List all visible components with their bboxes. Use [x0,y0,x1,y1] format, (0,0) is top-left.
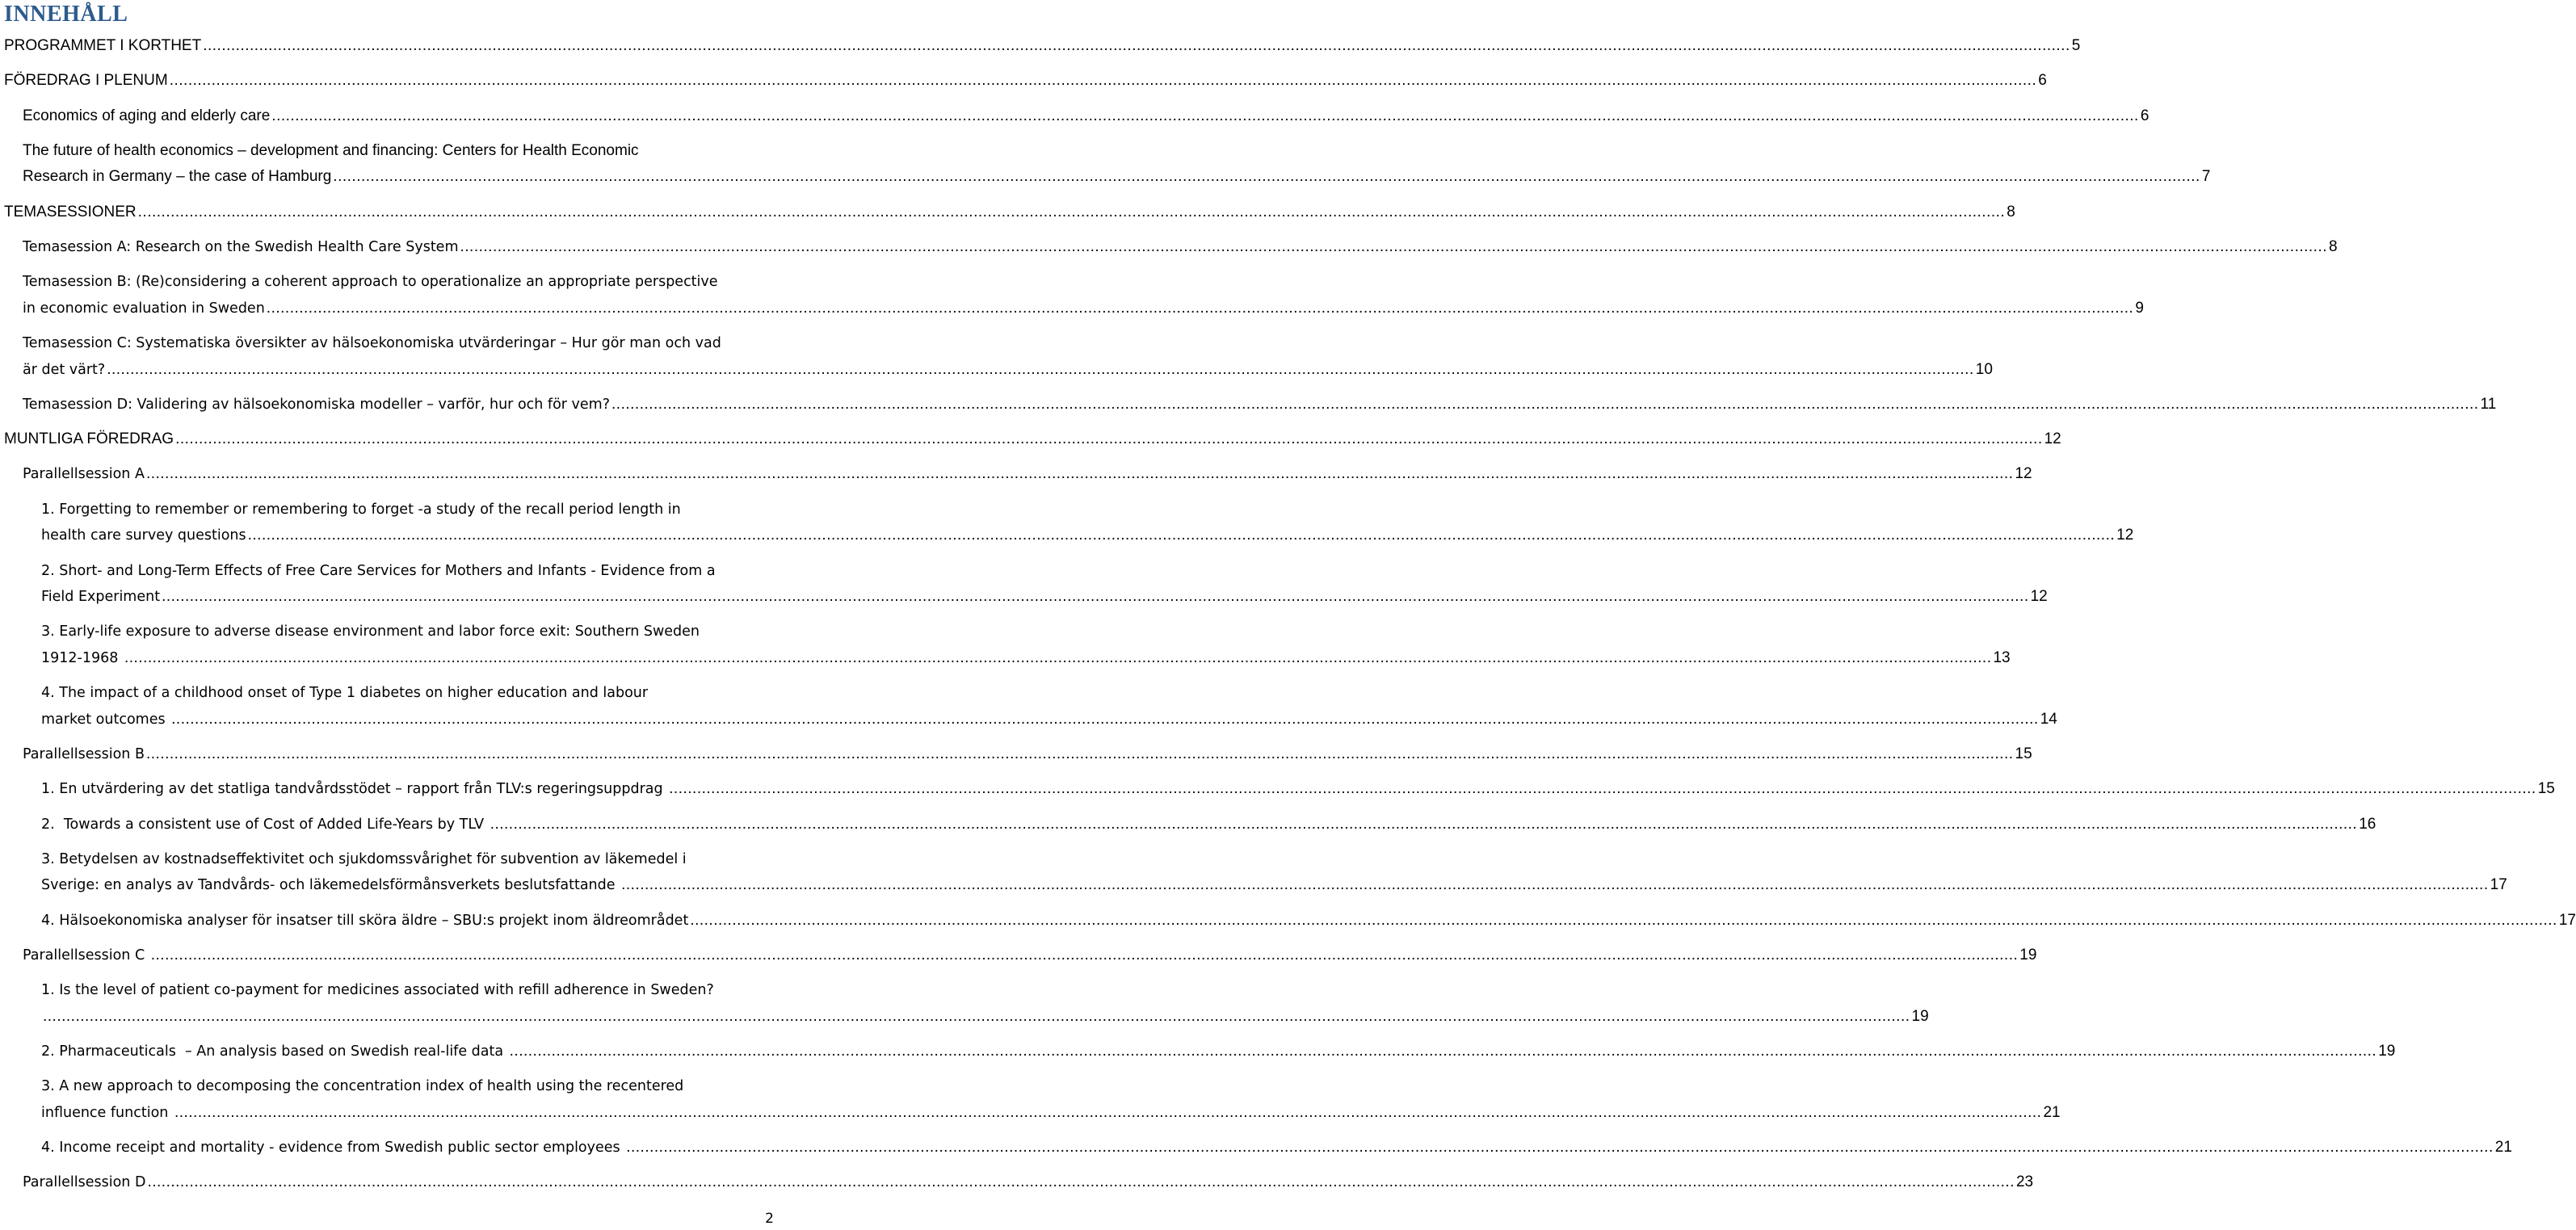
dot-leader: ................................................................................................................................................................................................................................................................................................................................................................................................................ [169,72,2037,90]
toc-entry[interactable] [0,1073,2061,1126]
toc-page-number: 11 [2480,395,2497,413]
toc-entry[interactable] [0,138,2211,191]
toc-entry-title: 2. Towards a consistent use of Cost of Added Life-Years by TLV [41,816,489,833]
toc-page-number: 16 [2359,815,2376,833]
page-number: 2 [765,1211,774,1227]
toc-page-number: 6 [2140,107,2149,124]
toc-page-number: 23 [2015,1173,2034,1191]
toc-entry-title: är det värt? [23,361,106,378]
dot-leader: ................................................................................................................................................................................................................................................................................................................................................................................................................ [203,37,2070,54]
toc-entry[interactable] [0,426,2061,453]
toc-page-number: 10 [1975,360,1993,378]
toc-page-number: 8 [2329,237,2338,255]
toc-page-number: 6 [2038,72,2047,90]
toc-entry[interactable] [0,846,2507,899]
toc-entry[interactable] [0,908,2576,934]
dot-leader: ................................................................................................................................................................................................................................................................................................................................................................................................................ [137,203,2006,220]
toc-entry-title: Parallellsession B [23,745,145,762]
toc-entry-title: Parallellsession D [23,1174,146,1191]
toc-entry-text-line: 3. A new approach to decomposing the concentration index of health using the recentered [41,1078,684,1095]
dot-leader: ................................................................................................................................................................................................................................................................................................................................................................................................................ [611,395,2479,413]
toc-entry-text-line: 3. Betydelsen av kostnadseffektivitet och sjukdomssvårighet för subvention av läkemedel i [41,850,687,867]
toc-entry[interactable] [0,269,2144,321]
dot-leader: ................................................................................................................................................................................................................................................................................................................................................................................................................ [509,1043,2377,1060]
toc-entry-title: Parallellsession A [23,466,145,483]
dot-leader: ................................................................................................................................................................................................................................................................................................................................................................................................................ [626,1139,2494,1157]
dot-leader: ................................................................................................................................................................................................................................................................................................................................................................................................................ [147,1173,2015,1191]
toc-entry[interactable] [0,776,2555,803]
toc-entry[interactable] [0,461,2032,488]
toc-entry-title: 1912-1968 [41,649,123,666]
toc-entry-text-line: Temasession C: Systematiska översikter av hälsoekonomiska utvärderingar – Hur gör man och vad [23,335,721,352]
toc-entry[interactable] [0,741,2032,768]
toc-entry[interactable] [0,199,2015,226]
toc-page-number: 12 [2015,465,2032,483]
dot-leader: ................................................................................................................................................................................................................................................................................................................................................................................................................ [669,780,2536,798]
dot-leader: ................................................................................................................................................................................................................................................................................................................................................................................................................ [174,1103,2042,1121]
toc-entry-title: MUNTLIGA FÖREDRAG [4,430,174,448]
dot-leader: ................................................................................................................................................................................................................................................................................................................................................................................................................ [145,745,2014,762]
dot-leader: ................................................................................................................................................................................................................................................................................................................................................................................................................ [162,588,2029,606]
toc-page-number: 7 [2201,168,2211,186]
toc-entry[interactable] [0,103,2149,130]
toc-entry-text-line: 1. Forgetting to remember or remembering to forget -a study of the recall period length in [41,501,681,518]
toc-entry-text-line: Temasession B: (Re)considering a coherent approach to operationalize an appropriate perspective [23,274,718,291]
toc-entry[interactable] [0,812,2376,838]
toc-page-number: 13 [1993,649,2011,666]
toc-entry-text-line: 4. The impact of a childhood onset of Type 1 diabetes on higher education and labour [41,685,649,702]
dot-leader: ................................................................................................................................................................................................................................................................................................................................................................................................................ [621,876,2489,894]
toc-entry-title: influence function [41,1104,173,1121]
toc-entry-title: 1. En utvärdering av det statliga tandvårdsstödet – rapport från TLV:s regeringsuppdrag [41,781,668,798]
dot-leader: ................................................................................................................................................................................................................................................................................................................................................................................................................ [107,360,1974,378]
toc-page-number: 19 [1911,1007,1929,1025]
dot-leader: ................................................................................................................................................................................................................................................................................................................................................................................................................ [175,430,2043,448]
toc-page-number: 17 [2558,911,2576,929]
toc-entry-text-line: 2. Short- and Long-Term Effects of Free Care Services for Mothers and Infants - Evidence from a [41,562,716,579]
dot-leader: ................................................................................................................................................................................................................................................................................................................................................................................................................ [266,299,2134,317]
toc-page-number: 12 [2030,588,2048,606]
toc-entry-title: TEMASESSIONER [4,203,137,220]
toc-entry[interactable] [0,1039,2396,1065]
toc-page-number: 21 [2043,1103,2061,1121]
dot-leader: ................................................................................................................................................................................................................................................................................................................................................................................................................ [247,527,2116,544]
toc-page-number: 17 [2490,876,2507,894]
table-of-contents [0,33,2576,1205]
dot-leader: ................................................................................................................................................................................................................................................................................................................................................................................................................ [150,946,2019,963]
toc-entry[interactable] [0,392,2497,418]
toc-entry-title: PROGRAMMET I KORTHET [4,37,202,54]
toc-entry-text-line: The future of health economics – development and financing: Centers for Health Economic [23,141,639,159]
toc-entry-title: in economic evaluation in Sweden [23,300,265,317]
toc-page-number: 15 [2015,745,2032,762]
toc-entry-title: Field Experiment [41,589,161,606]
toc-entry-title: 4. Income receipt and mortality - evidence from Swedish public sector employees [41,1140,625,1157]
toc-entry-title: Sverige: en analys av Tandvårds- och läkemedelsförmånsverkets beslutsfattande [41,877,620,894]
toc-page-number: 19 [2378,1043,2396,1060]
toc-entry-title: Economics of aging and elderly care [23,107,271,124]
dot-leader: ................................................................................................................................................................................................................................................................................................................................................................................................................ [690,911,2557,929]
toc-entry-title: market outcomes [41,711,170,728]
toc-entry[interactable] [0,942,2037,969]
toc-entry[interactable] [0,619,2011,671]
toc-page-number: 12 [2116,527,2134,544]
toc-heading: INNEHÅLL [4,2,128,27]
dot-leader: ................................................................................................................................................................................................................................................................................................................................................................................................................ [333,168,2200,186]
toc-entry[interactable] [0,1169,2034,1196]
dot-leader: ................................................................................................................................................................................................................................................................................................................................................................................................................ [490,815,2358,833]
toc-entry[interactable] [0,977,1929,1030]
toc-entry[interactable] [0,1135,2512,1161]
toc-page-number: 8 [2007,203,2015,220]
toc-entry-title: Temasession D: Validering av hälsoekonomiska modeller – varför, hur och för vem? [23,396,611,413]
toc-entry-title: Research in Germany – the case of Hamburg [23,168,332,186]
toc-page-number: 15 [2537,780,2555,798]
dot-leader: ................................................................................................................................................................................................................................................................................................................................................................................................................ [124,649,1992,666]
toc-entry-title: FÖREDRAG I PLENUM [4,72,168,90]
toc-entry[interactable] [0,497,2134,549]
toc-page-number: 9 [2135,299,2144,317]
toc-entry[interactable] [0,330,1993,383]
toc-entry-title: 4. Hälsoekonomiska analyser för insatser till sköra äldre – SBU:s projekt inom äldreområdet [41,912,689,929]
toc-entry-title: 2. Pharmaceuticals – An analysis based on Swedish real-life data [41,1043,508,1060]
toc-entry[interactable] [0,68,2047,94]
toc-entry[interactable] [0,33,2081,60]
dot-leader: ................................................................................................................................................................................................................................................................................................................................................................................................................ [145,465,2014,483]
dot-leader: ................................................................................................................................................................................................................................................................................................................................................................................................................ [171,710,2039,728]
dot-leader: ................................................................................................................................................................................................................................................................................................................................................................................................................ [43,1007,1910,1025]
dot-leader: ................................................................................................................................................................................................................................................................................................................................................................................................................ [271,107,2139,124]
toc-entry[interactable] [0,680,2057,733]
toc-entry-text-line: 3. Early-life exposure to adverse disease environment and labor force exit: Southern Sweden [41,623,700,640]
toc-entry-title: health care survey questions [41,527,246,544]
toc-entry-title: Temasession A: Research on the Swedish Health Care System [23,238,459,255]
toc-entry[interactable] [0,234,2338,261]
toc-entry-text-line: 1. Is the level of patient co-payment for medicines associated with refill adherence in Sweden? [41,982,714,999]
toc-page-number: 21 [2494,1139,2512,1157]
toc-page-number: 12 [2044,430,2061,448]
toc-page-number: 5 [2071,37,2081,54]
dot-leader: ................................................................................................................................................................................................................................................................................................................................................................................................................ [460,237,2328,255]
toc-page-number: 19 [2019,946,2037,963]
toc-entry-title: Parallellsession C [23,947,149,963]
toc-page-number: 14 [2040,710,2057,728]
toc-entry[interactable] [0,558,2048,611]
